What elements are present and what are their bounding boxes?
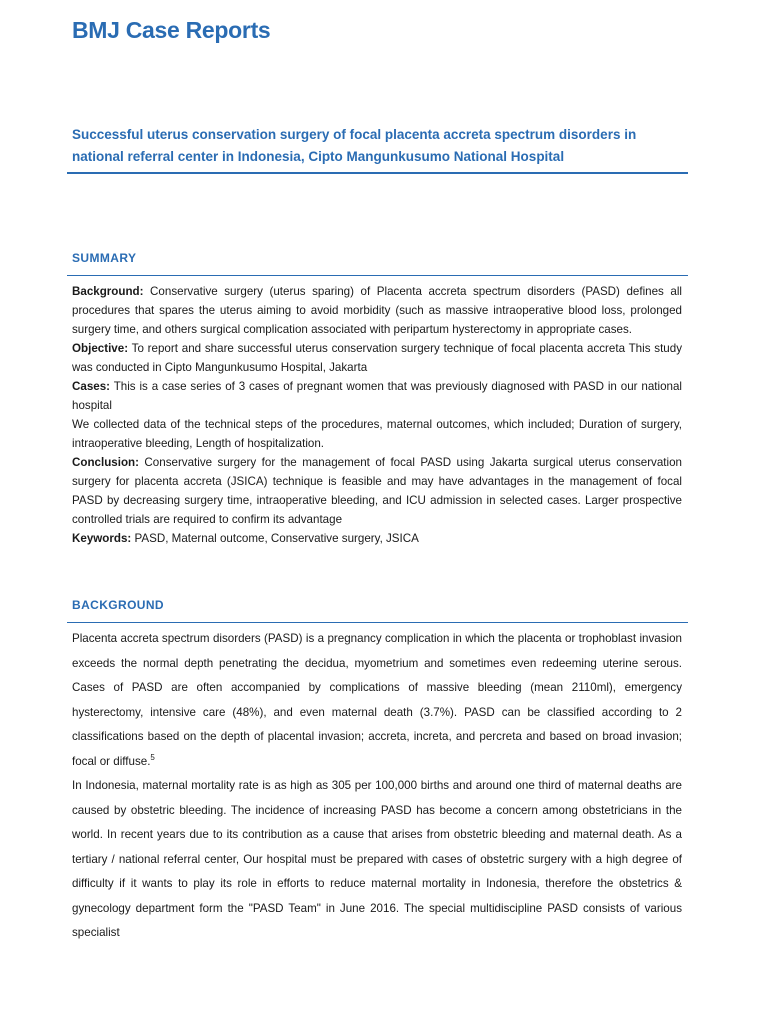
cases-text: This is a case series of 3 cases of pregnant women that was previously diagnosed with PASD in our national hospital	[72, 380, 682, 412]
background-heading: BACKGROUND	[72, 598, 164, 612]
article-title	[72, 124, 672, 168]
conclusion-text: Conservative surgery for the management of focal PASD using Jakarta surgical uterus conservation surgery for placenta accreta (JSICA) technique is feasible and may have advantages in the management of focal PASD by decreasing surgery time, intraoperative bleeding, and ICU admission in selected cases. Larger prospective controlled trials are required to confirm its advantage	[72, 456, 682, 526]
article-title-line-2: national referral center in Indonesia, Cipto Mangunkusumo National Hospital	[72, 149, 565, 164]
summary-background	[72, 282, 682, 339]
summary-heading: SUMMARY	[72, 251, 137, 265]
summary-body	[72, 282, 682, 548]
article-title-line-1: Successful uterus conservation surgery of focal placenta accreta spectrum disorders in	[72, 127, 637, 142]
summary-data: We collected data of the technical steps of the procedures, maternal outcomes, which included; Duration of surgery, intraoperative bleeding, Length of hospitalization.	[72, 418, 682, 450]
summary-divider	[67, 275, 688, 276]
background-paragraph-1	[72, 627, 682, 774]
background-text: Conservative surgery (uterus sparing) of Placenta accreta spectrum disorders (PASD) defines all procedures that spares the uterus aiming to avoid morbidity (such as massive intraoperative blood loss, prolonged surgery time, and others surgical complication associated with peripartum hysterectomy in appropriate cases.	[72, 285, 682, 336]
keywords-label: Keywords:	[72, 532, 132, 545]
cases-label: Cases:	[72, 380, 111, 393]
summary-conclusion	[72, 453, 682, 529]
summary-keywords	[72, 529, 682, 548]
background-lead: Placenta accreta spectrum disorders (PASD)	[72, 632, 303, 645]
background-paragraph-2: In Indonesia, maternal mortality rate is as high as 305 per 100,000 births and around one third of maternal deaths are caused by obstetric bleeding. The incidence of increasing PASD has become a concern among obstetricians in the world. In recent years due to its contribution as a cause that arises from obstetric bleeding and maternal death. As a tertiary / national referral center, Our hospital must be prepared with cases of obstetric surgery with a high degree of difficulty if it wants to play its role in efforts to reduce maternal mortality in Indonesia, therefore the obstetrics & gynecology department form the "PASD Team" in June 2016. The special multidiscipline PASD consists of various specialist	[72, 779, 682, 939]
summary-objective	[72, 339, 682, 377]
objective-label: Objective:	[72, 342, 129, 355]
background-divider	[67, 622, 688, 623]
background-para1-text: is a pregnancy complication in which the placenta or trophoblast invasion exceeds the normal depth penetrating the decidua, myometrium and sometimes even redeeming uterine serous. Cases of PASD are often accompanied by complications of massive bleeding (mean 2110ml), emergency hysterectomy, intensive care (48%), and even maternal death (3.7%). PASD can be classified according to 2 classifications based on the depth of placental invasion; accreta, increta, and percreta and based on broad invasion; focal or diffuse.	[72, 632, 682, 768]
objective-text: To report and share successful uterus conservation surgery technique of focal placenta accreta This study was conducted in Cipto Mangunkusumo Hospital, Jakarta	[72, 342, 682, 374]
background-label: Background:	[72, 285, 144, 298]
summary-cases	[72, 377, 682, 415]
journal-name: BMJ Case Reports	[72, 17, 271, 43]
background-body	[72, 627, 682, 946]
keywords-text: PASD, Maternal outcome, Conservative surgery, JSICA	[131, 532, 419, 545]
title-divider	[67, 172, 688, 174]
conclusion-label: Conclusion:	[72, 456, 139, 469]
reference-superscript[interactable]: 5	[150, 752, 155, 762]
